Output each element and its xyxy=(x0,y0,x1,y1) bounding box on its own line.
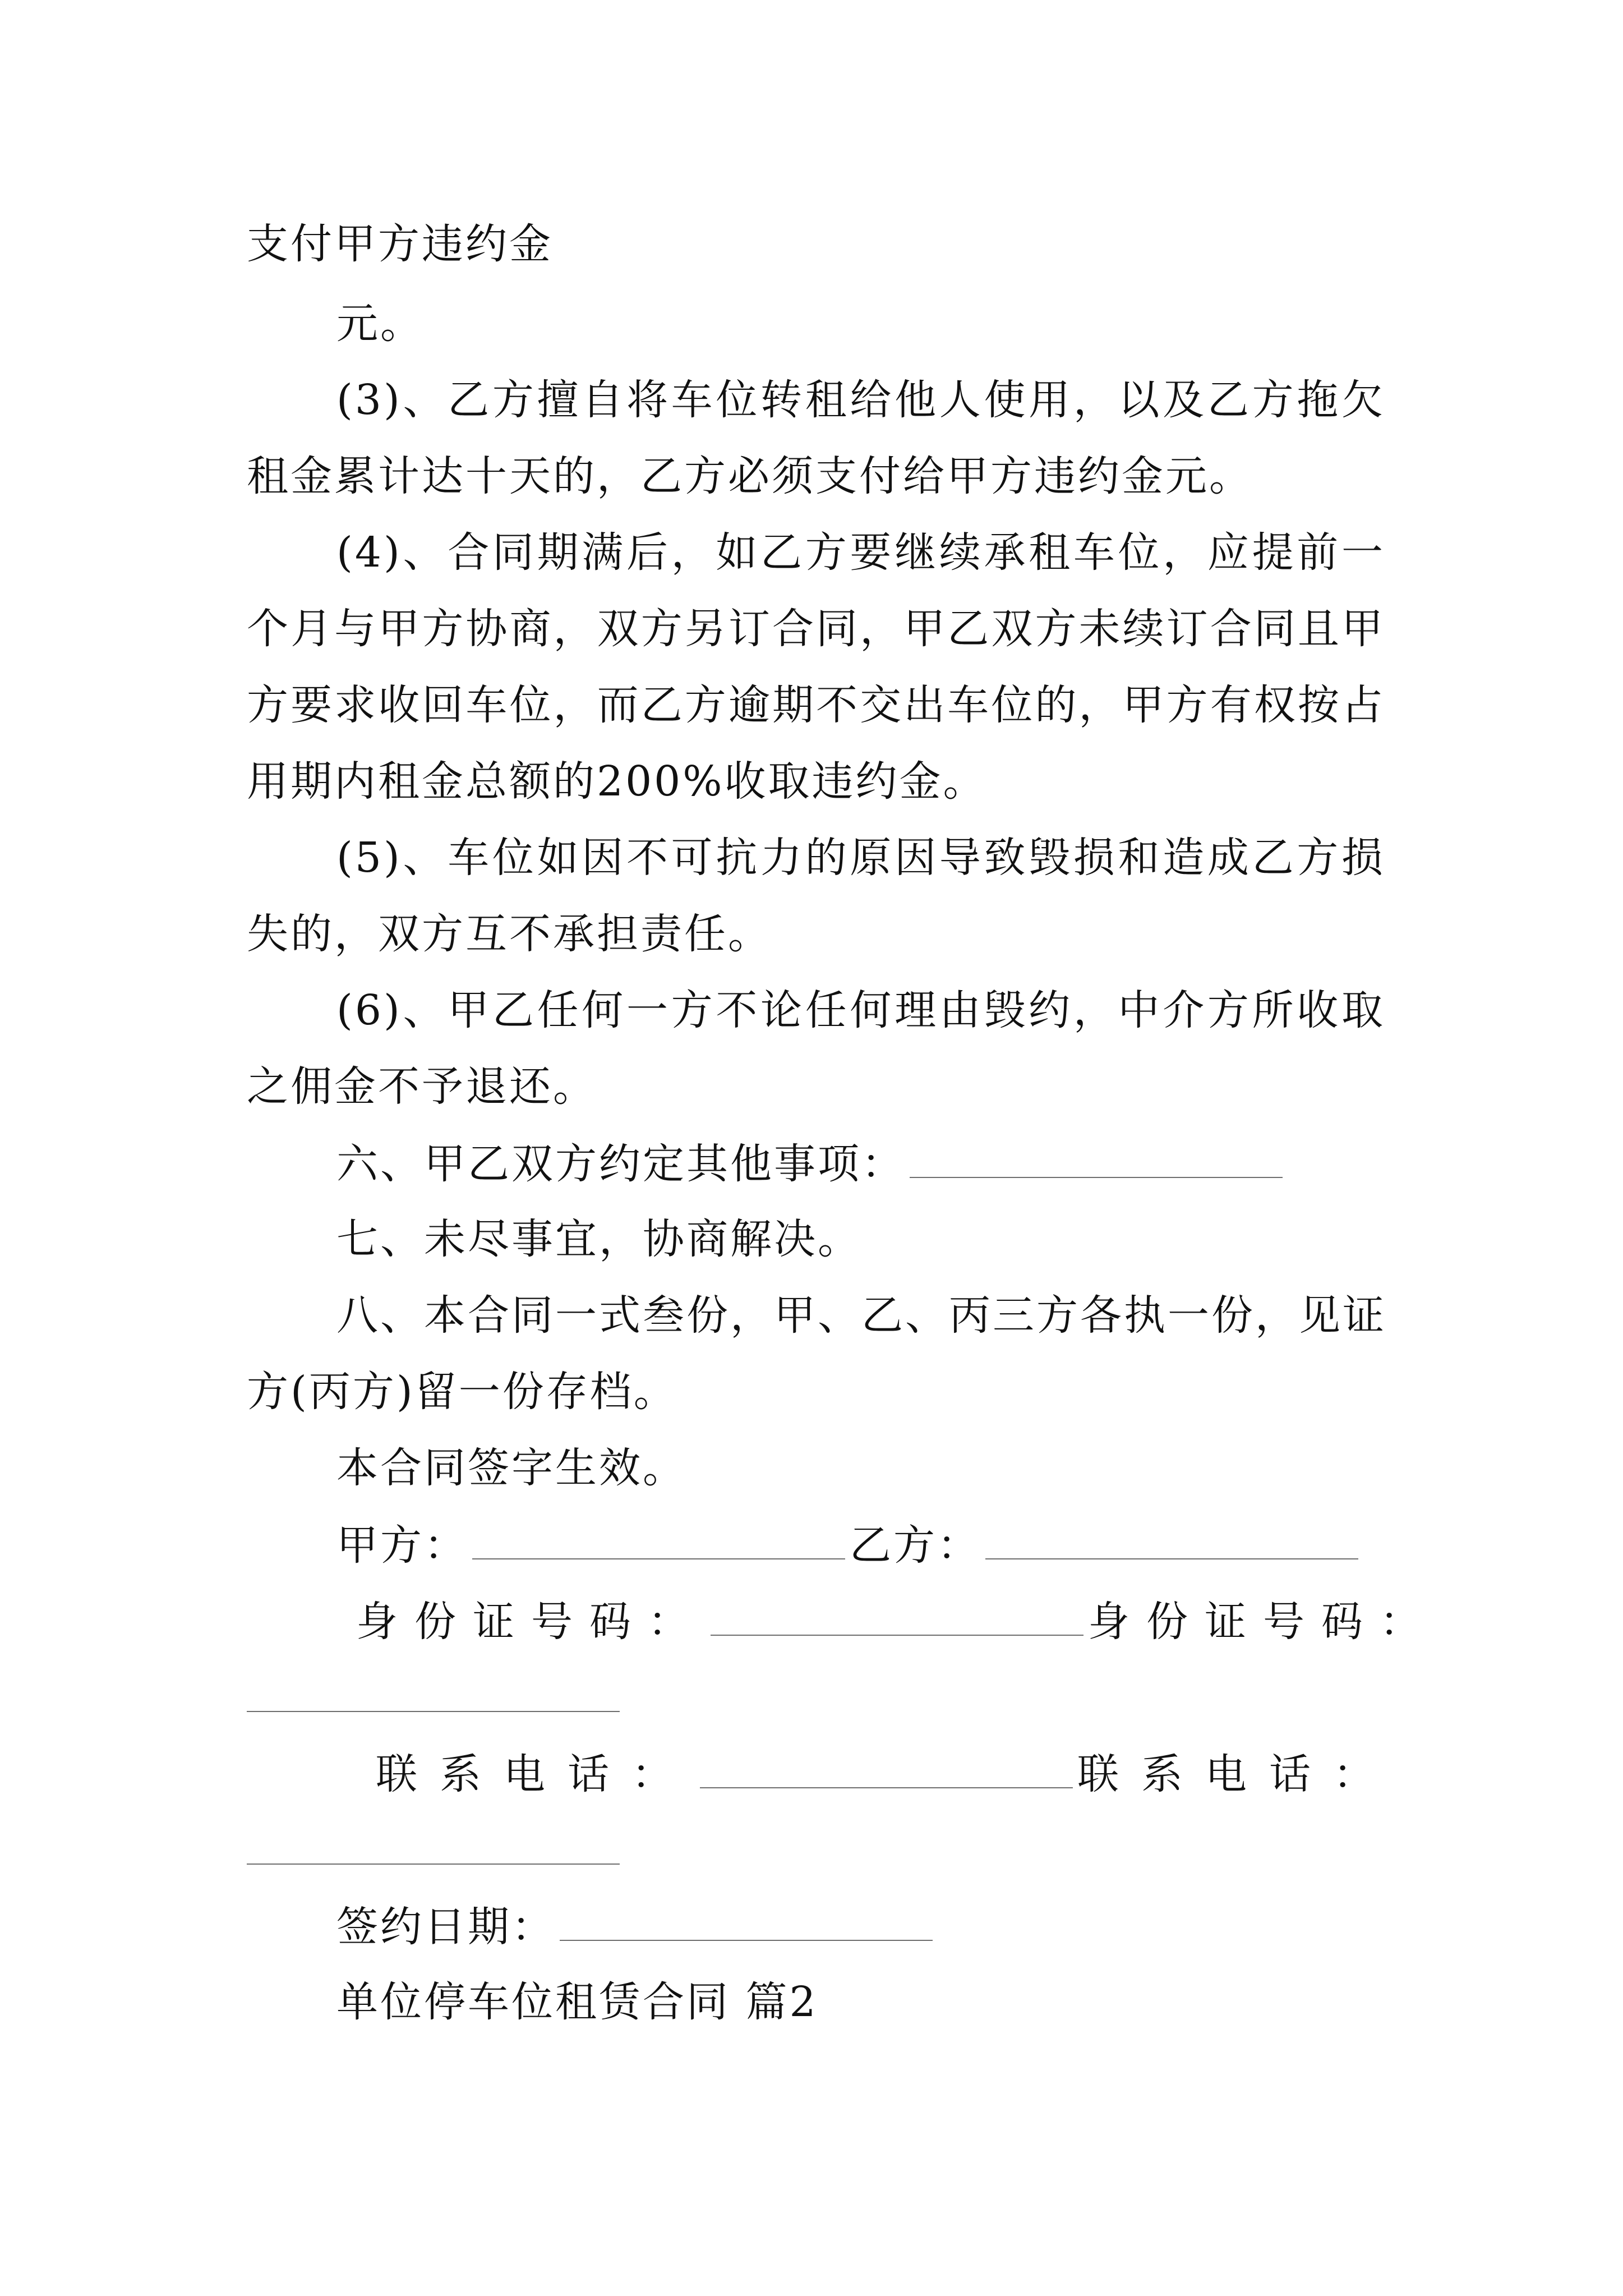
party-a-label: 甲方： xyxy=(336,1521,468,1570)
id-a-blank[interactable] xyxy=(711,1600,1083,1636)
date-blank[interactable] xyxy=(560,1905,933,1941)
clause-5-line-1: (5)、车位如因不可抗力的原因导致毁损和造成乙方损 xyxy=(336,834,1385,882)
date-label: 签约日期： xyxy=(336,1903,555,1951)
clause-4-line-2: 个月与甲方协商，双方另订合同，甲乙双方未续订合同且甲 xyxy=(247,605,1385,653)
id-row xyxy=(356,1598,1438,1646)
phone-row xyxy=(376,1750,1397,1798)
phone-a-blank[interactable] xyxy=(700,1752,1073,1788)
party-b-blank[interactable] xyxy=(985,1524,1358,1559)
clause-8-line-1: 八、本合同一式叁份，甲、乙、丙三方各执一份，见证 xyxy=(336,1291,1386,1340)
paragraph-line: 支付甲方违约金 xyxy=(247,220,553,268)
clause-3-line-2: 租金累计达十天的，乙方必须支付给甲方违约金元。 xyxy=(247,452,1253,500)
effective-line: 本合同签字生效。 xyxy=(336,1444,686,1492)
id-a-label: 身份证号码： xyxy=(356,1598,706,1646)
phone-b-blank[interactable] xyxy=(247,1864,620,1865)
clause-4-line-4: 用期内租金总额的200%收取违约金。 xyxy=(247,757,987,806)
id-b-label: 身份证号码： xyxy=(1088,1598,1438,1646)
phone-b-label: 联系电话： xyxy=(1077,1750,1397,1798)
clause-5-line-2: 失的，双方互不承担责任。 xyxy=(247,910,772,958)
other-matters-label: 六、甲乙双方约定其他事项： xyxy=(336,1140,905,1188)
party-row xyxy=(336,1521,1363,1570)
clause-8-line-2: 方(丙方)留一份存档。 xyxy=(247,1368,677,1416)
clause-6-line-1: (6)、甲乙任何一方不论任何理由毁约，中介方所收取 xyxy=(336,986,1385,1034)
clause-6-line-2: 之佣金不予退还。 xyxy=(247,1062,597,1111)
party-b-label: 乙方： xyxy=(850,1521,981,1570)
phone-a-label: 联系电话： xyxy=(376,1750,695,1798)
clause-4-line-1: (4)、合同期满后，如乙方要继续承租车位，应提前一 xyxy=(336,528,1385,577)
clause-3-line-1: (3)、乙方擅自将车位转租给他人使用，以及乙方拖欠 xyxy=(336,376,1385,424)
clause-7-line: 七、未尽事宜，协商解决。 xyxy=(336,1215,861,1263)
other-matters-row xyxy=(336,1140,1287,1188)
date-row xyxy=(336,1903,937,1951)
party-a-blank[interactable] xyxy=(472,1524,845,1559)
paragraph-line: 元。 xyxy=(336,300,424,348)
next-section-title: 单位停车位租赁合同 篇2 xyxy=(336,1978,818,2026)
clause-4-line-3: 方要求收回车位，而乙方逾期不交出车位的，甲方有权按占 xyxy=(247,681,1385,729)
id-b-blank[interactable] xyxy=(247,1711,620,1712)
other-matters-blank[interactable] xyxy=(910,1142,1283,1178)
